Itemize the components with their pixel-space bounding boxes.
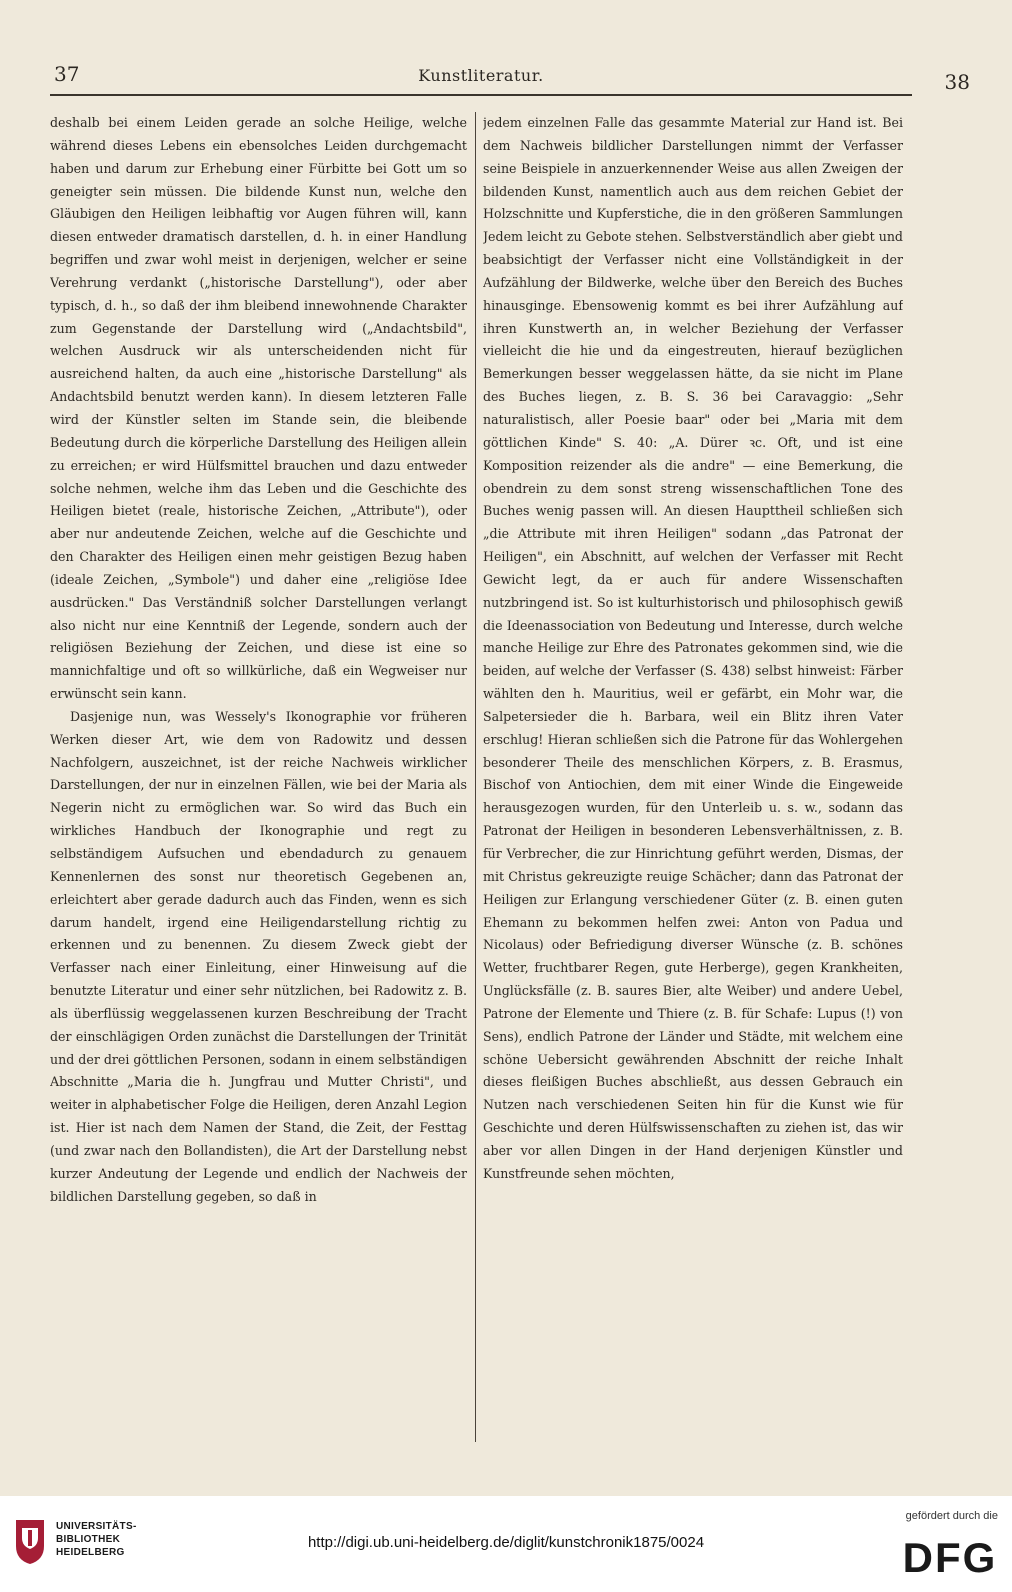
university-name-line: BIBLIOTHEK xyxy=(56,1534,121,1545)
left-paragraph-2: Dasjenige nun, was Wessely's Ikonographie vor früheren Werken dieser Art, wie dem von Radowitz und dessen Nachfolgern, auszeichnet, ist der reiche Nachweis wirklicher Darstellungen, der nur in einzelnen Fällen, wie bei der Maria als Negerin nicht zu ermöglichen war. So wird das Buch ein wirkliches Handbuch der Ikonographie und regt zu selbständigem Aufsuchen und ebendadurch zu genauem Kennenlernen des sonst nur theoretisch Gegebenen an, erleichtert aber gerade dadurch auch das Finden, wenn es sich darum handelt, irgend eine Heiligendarstellung richtig zu erkennen und zu benennen. Zu diesem Zweck giebt der Verfasser nach einer Einleitung, einer Hinweisung auf die benutzte Literatur und einer sehr nützlichen, bei Radowitz z. B. als überflüssig weggelassenen kurzen Beschreibung der Tracht der einschlägigen Orden zunächst die Darstellungen der Trinität und der drei göttlichen Personen, sodann in einem selbständigen Abschnitte „Maria die h. Jungfrau und Mutter Christi", und weiter in alphabetischer Folge die Heiligen, deren Anzahl Legion ist. Hier ist nach dem Namen der Stand, die Zeit, der Festtag (und zwar nach den Bollandisten), die Art der Darstellung nebst kurzer Andeutung der Legende und endlich der Nachweis der bildlichen Darstellung gegeben, so daß in xyxy=(50,708,467,1204)
funded-by-label: gefördert durch die xyxy=(905,1510,998,1522)
page-number-left: 37 xyxy=(54,62,80,86)
column-divider xyxy=(475,112,476,1442)
page-number-right: 38 xyxy=(944,70,970,94)
dfg-logo-icon xyxy=(902,1532,998,1578)
page-header xyxy=(50,60,970,96)
right-column xyxy=(483,112,903,1442)
source-url-link[interactable]: http://digi.ub.uni-heidelberg.de/diglit/kunstchronik1875/0024 xyxy=(307,1534,705,1551)
right-paragraph-1: jedem einzelnen Falle das gesammte Material zur Hand ist. Bei dem Nachweis bildlicher Darstellungen nimmt der Verfasser seine Beispiele in anzuerkennender Weise aus allen Zweigen der bildenden Kunst, namentlich auch aus dem reichen Gebiet der Holzschnitte und Kupferstiche, die in den größeren Sammlungen Jedem leicht zu Gebote stehen. Selbstverständlich aber giebt und beabsichtigt der Verfasser nicht eine Vollständigkeit in der Aufzählung der Bildwerke, welche über den Bereich des Buches hinausginge. Ebensowenig kommt es bei ihrer Aufzählung auf ihren Kunstwerth an, in welcher Beziehung der Verfasser vielleicht die hie und da eingestreuten, hierauf bezüglichen Bemerkungen besser weggelassen hätte, da sie nicht im Plane des Buches liegen, z. B. S. 36 bei Caravaggio: „Sehr naturalistisch, aller Poesie baar" oder bei „Maria mit dem göttlichen Kinde" S. 40: „A. Dürer ꝛc. Oft, und ist eine Komposition reizender als die andre" — eine Bemerkung, die obendrein zu dem sonst streng wissenschaftlichen Tone des Buches wenig passen will. An diesen Haupttheil schließen sich „die Attribute mit ihren Heiligen" sodann „das Patronat der Heiligen", ein Abschnitt, auf welchen der Verfasser mit Recht Gewicht legt, da er auch für andere Wissenschaften nutzbringend ist. So ist kulturhistorisch und philosophisch gewiß die Ideenassociation von Bedeutung und Interesse, durch welche manche Heilige zur Ehre des Patronates gekommen sind, wie die beiden, auf welche der Verfasser (S. 438) selbst hinweist: Färber wählten den h. Mauritius, weil er gefärbt, ein Mohr war, die Salpetersieder die h. Barbara, weil ein Blitz ihren Vater erschlug! Hieran schließen sich die Patrone für das Wohlergehen besonderer Theile des menschlichen Körpers, z. B. Erasmus, Bischof von Antiochien, dem mit einer Winde die Eingeweide herausgezogen wurden, für den Unterleib u. s. w., sodann das Patronat der Heiligen in besonderen Lebensverhältnissen, z. B. für Verbrecher, die zur Hinrichtung geführt werden, Dismas, der mit Christus gekreuzigte reuige Schächer; dann das Patronat der Heiligen zur Erlangung verschiedener Güter (z. B. einen guten Ehemann zu bekommen helfen zwei: Anton von Padua und Nicolaus) oder Befriedigung diverser Wünsche (z. B. schönes Wetter, fruchtbarer Regen, gute Herberge), gegen Krankheiten, Unglücksfälle (z. B. saures Bier, alte Weiber) und andere Uebel, Patrone der Elemente und Thiere (z. B. für Schafe: Lupus (!) von Sens), endlich Patrone der Länder und Städte, mit welchem eine schöne Uebersicht gewährenden Abschnitt der reiche Inhalt dieses fleißigen Buches abschließt, aus dessen Gebrauch ein Nutzen nach verschiedenen Seiten hin für die Kunst wie für Geschichte und deren Hülfswissenschaften zu ziehen ist, das wir aber vor allen Dingen in der Hand derjenigen Künstler und Kunstfreunde sehen möchten, xyxy=(483,115,903,1181)
running-title: Kunstliteratur. xyxy=(418,66,544,85)
university-name-line: UNIVERSITÄTS- xyxy=(56,1521,137,1532)
digitization-footer xyxy=(0,1496,1012,1592)
left-paragraph-1: deshalb bei einem Leiden gerade an solche Heilige, welche während dieses Lebens ein ebensolches Leiden durchgemacht haben und darum zur Erhebung einer Fürbitte bei Gott um so geneigter sein müssen. Die bildende Kunst nun, welche den Gläubigen den Heiligen leibhaftig vor Augen führen will, kann diesen entweder dramatisch darstellen, d. h. in einer Handlung begriffen und zwar wohl meist in derjenigen, welcher er seine Verehrung verdankt („historische Darstellung"), oder aber typisch, d. h., so daß der ihm bleibend innewohnende Charakter zum Gegenstande der Darstellung wird („Andachtsbild", welchen Ausdruck wir als unterscheidenden nicht für ausreichend halten, da auch eine „historische Darstellung" als Andachtsbild benutzt werden kann). In diesem letzteren Falle wird der Künstler selten im Stande sein, die bleibende Bedeutung durch die körperliche Darstellung des Heiligen allein zu erreichen; er wird Hülfsmittel brauchen und dazu entweder solche nehmen, welche ihm das Leben und die Geschichte des Heiligen bietet (reale, historische Zeichen, „Attribute"), oder aber nur andeutende Zeichen, welche auf die Geschichte und den Charakter des Heiligen einen mehr geistigen Bezug haben (ideale Zeichen, „Symbole") und daher eine „religiöse Idee ausdrücken." Das Verständniß solcher Darstellungen verlangt also nicht nur eine Kenntniß der Legende, sondern auch der religiösen Beziehung der Zeichen, und diese ist eine so mannichfaltige und oft so willkürliche, daß ein Wegweiser nur erwünscht sein kann. xyxy=(50,115,467,702)
university-name-line: HEIDELBERG xyxy=(56,1547,125,1558)
left-column xyxy=(50,112,467,1442)
dfg-logo-text: DFG xyxy=(902,1534,998,1578)
